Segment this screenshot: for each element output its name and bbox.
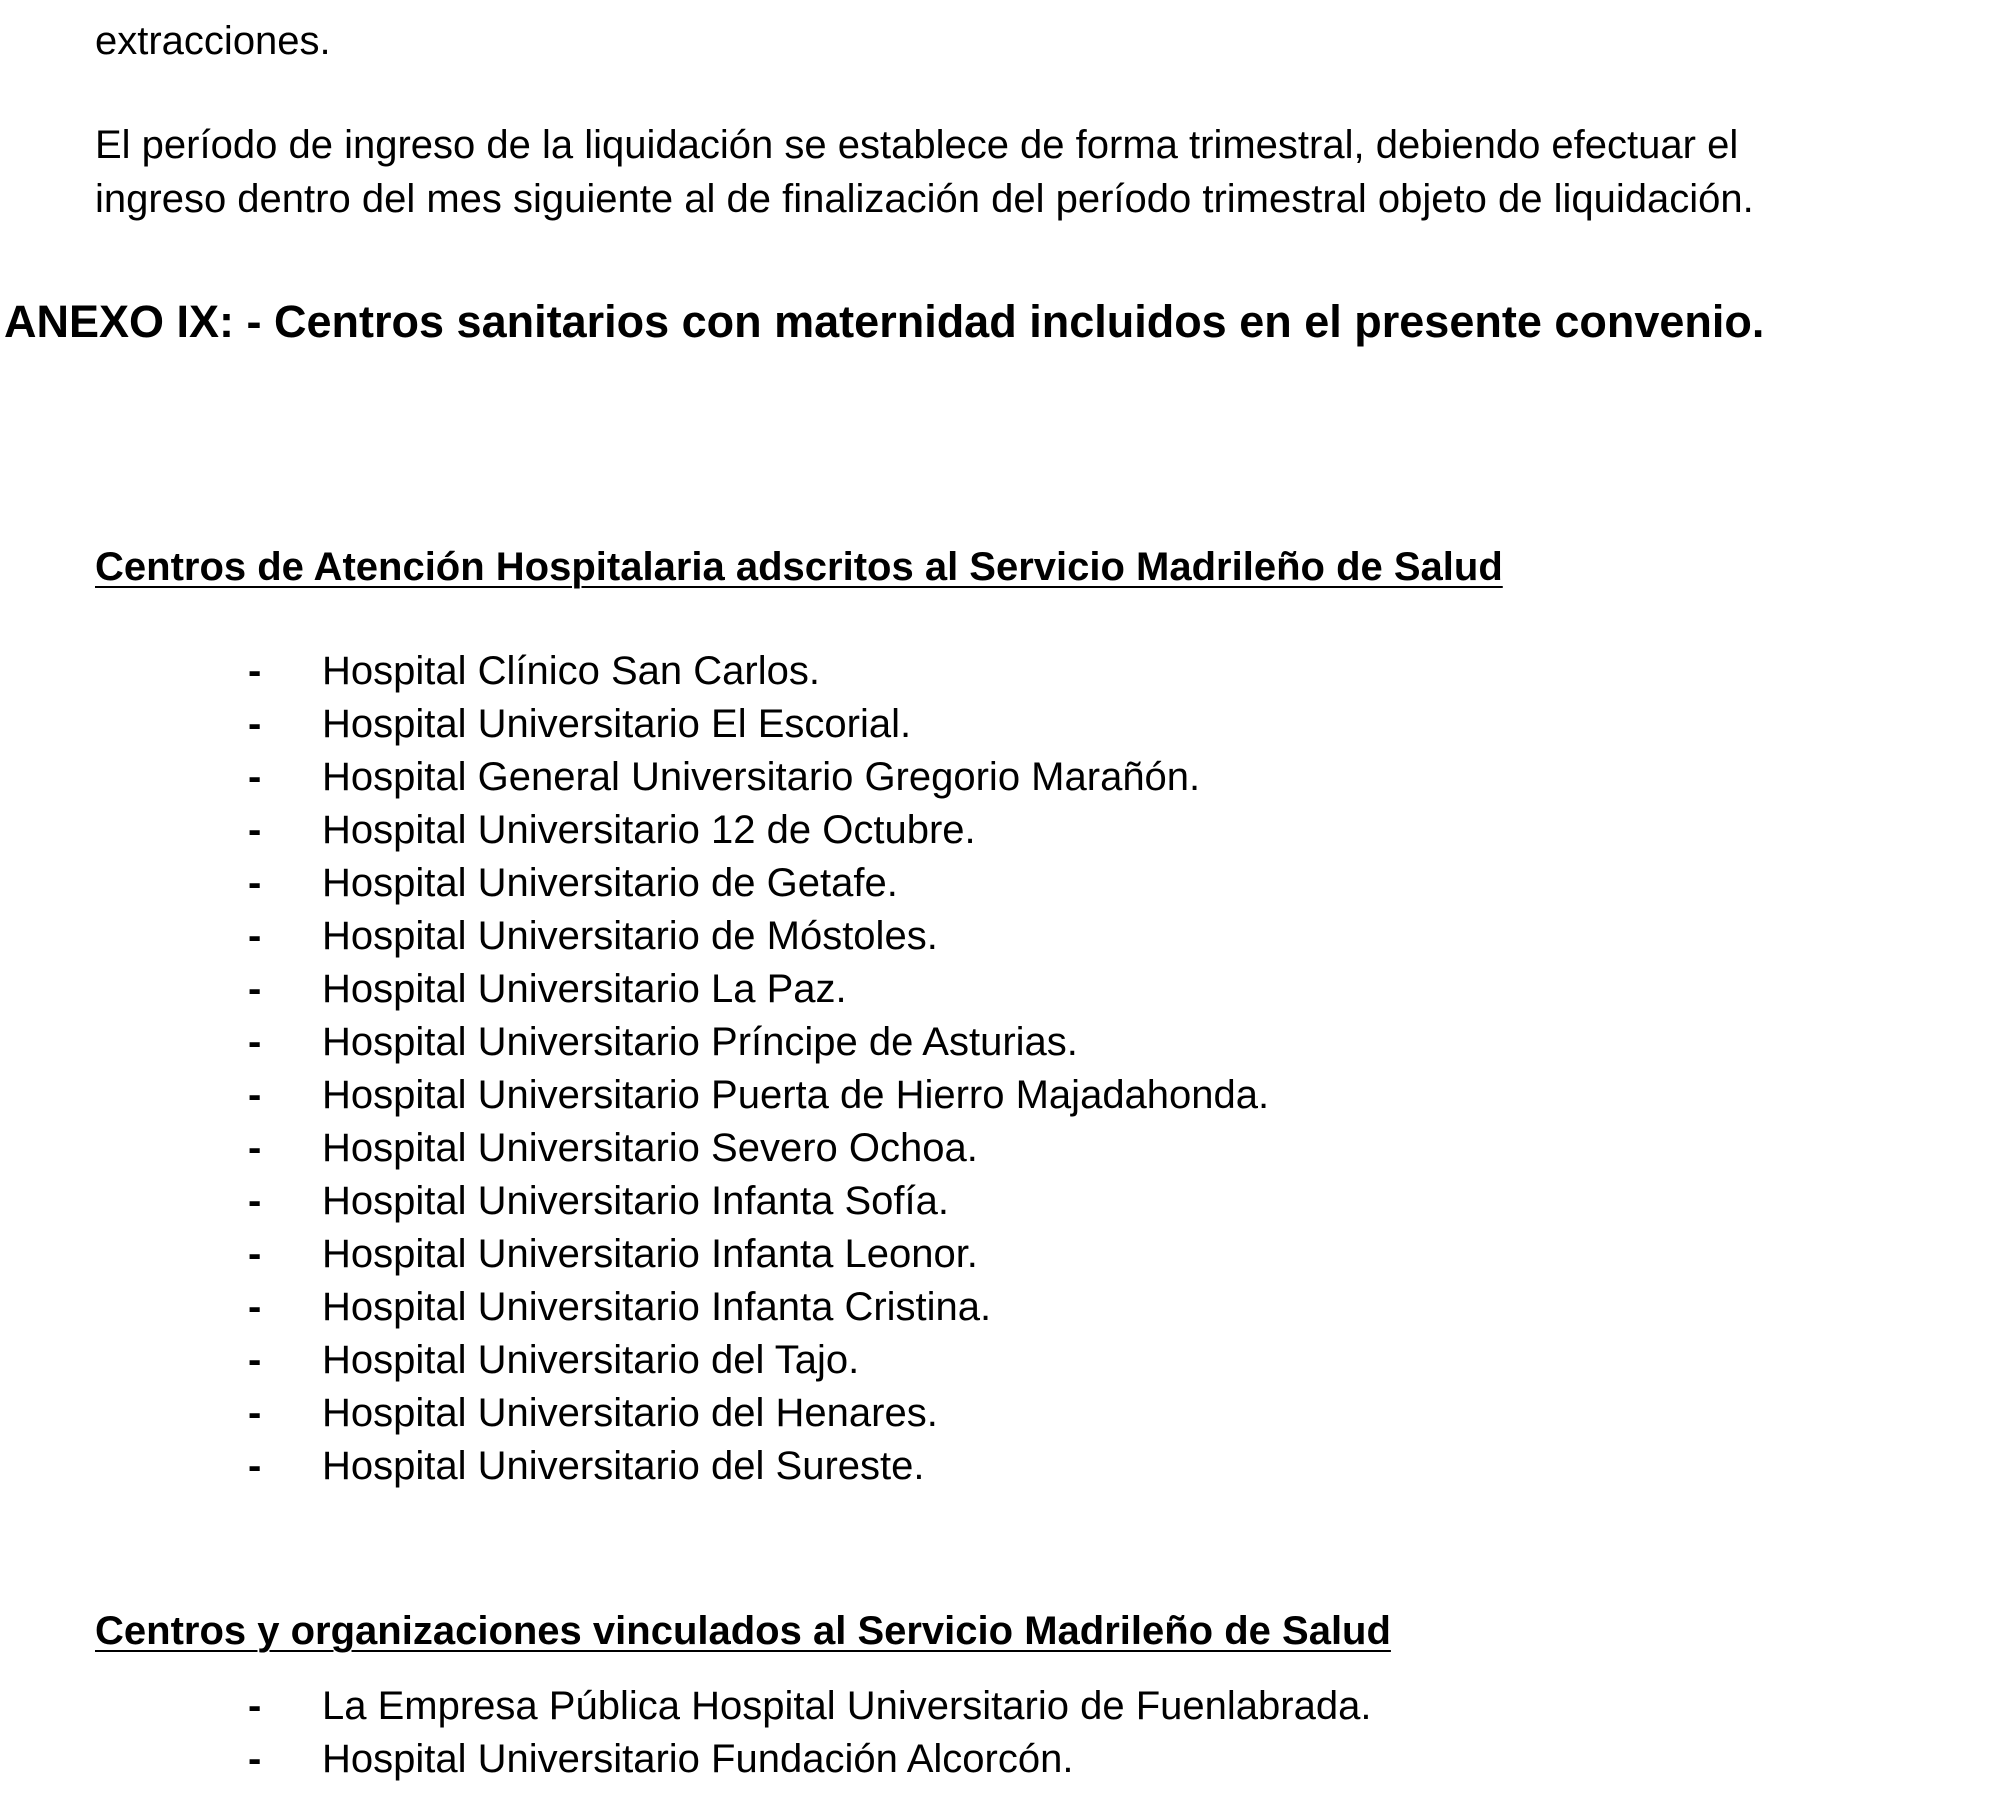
list-item-text: Hospital Universitario 12 de Octubre. <box>322 808 976 852</box>
bullet-dash: - <box>248 1737 262 1781</box>
list-item-text: Hospital Universitario Infanta Sofía. <box>322 1179 949 1223</box>
list-item-text: Hospital Universitario Príncipe de Asturias. <box>322 1020 1078 1064</box>
bullet-dash: - <box>248 967 262 1011</box>
bullet-dash: - <box>248 1684 262 1728</box>
list-item-text: Hospital Universitario de Getafe. <box>322 861 898 905</box>
bullet-dash: - <box>248 1285 262 1329</box>
list-item-text: Hospital Universitario Fundación Alcorcón. <box>322 1737 1074 1781</box>
list-item-text: La Empresa Pública Hospital Universitario de Fuenlabrada. <box>322 1684 1372 1728</box>
bullet-dash: - <box>248 808 262 852</box>
continuation-text: extracciones. <box>95 19 331 63</box>
bullet-dash: - <box>248 1073 262 1117</box>
list-item-text: Hospital Universitario Infanta Cristina. <box>322 1285 992 1329</box>
section-title-linked-organizations: Centros y organizaciones vinculados al Servicio Madrileño de Salud <box>95 1609 1391 1653</box>
list-item-text: Hospital Universitario del Henares. <box>322 1391 938 1435</box>
paragraph-line: ingreso dentro del mes siguiente al de finalización del período trimestral objeto de liquidación. <box>95 177 1754 221</box>
list-item-text: Hospital Clínico San Carlos. <box>322 649 820 693</box>
bullet-dash: - <box>248 1391 262 1435</box>
payment-period-paragraph <box>95 118 2005 226</box>
section-title-hospital-care-centers: Centros de Atención Hospitalaria adscritos al Servicio Madrileño de Salud <box>95 545 1503 589</box>
paragraph-line: El período de ingreso de la liquidación se establece de forma trimestral, debiendo efectuar el <box>95 123 1739 167</box>
list-item-text: Hospital Universitario El Escorial. <box>322 702 912 746</box>
bullet-dash: - <box>248 702 262 746</box>
list-item-text: Hospital Universitario Puerta de Hierro Majadahonda. <box>322 1073 1270 1117</box>
list-item-text: Hospital Universitario del Tajo. <box>322 1338 860 1382</box>
bullet-dash: - <box>248 914 262 958</box>
bullet-dash: - <box>248 1444 262 1488</box>
bullet-dash: - <box>248 861 262 905</box>
bullet-dash: - <box>248 1020 262 1064</box>
list-item-text: Hospital Universitario Infanta Leonor. <box>322 1232 978 1276</box>
list-item-text: Hospital Universitario La Paz. <box>322 967 847 1011</box>
bullet-dash: - <box>248 1338 262 1382</box>
bullet-dash: - <box>248 1232 262 1276</box>
list-item-text: Hospital Universitario del Sureste. <box>322 1444 925 1488</box>
annex-heading: ANEXO IX: - Centros sanitarios con maternidad incluidos en el presente convenio. <box>4 296 1765 347</box>
bullet-dash: - <box>248 649 262 693</box>
bullet-dash: - <box>248 1179 262 1223</box>
list-item-text: Hospital General Universitario Gregorio Marañón. <box>322 755 1201 799</box>
list-item-text: Hospital Universitario de Móstoles. <box>322 914 938 958</box>
bullet-dash: - <box>248 755 262 799</box>
bullet-dash: - <box>248 1126 262 1170</box>
list-item-text: Hospital Universitario Severo Ochoa. <box>322 1126 978 1170</box>
